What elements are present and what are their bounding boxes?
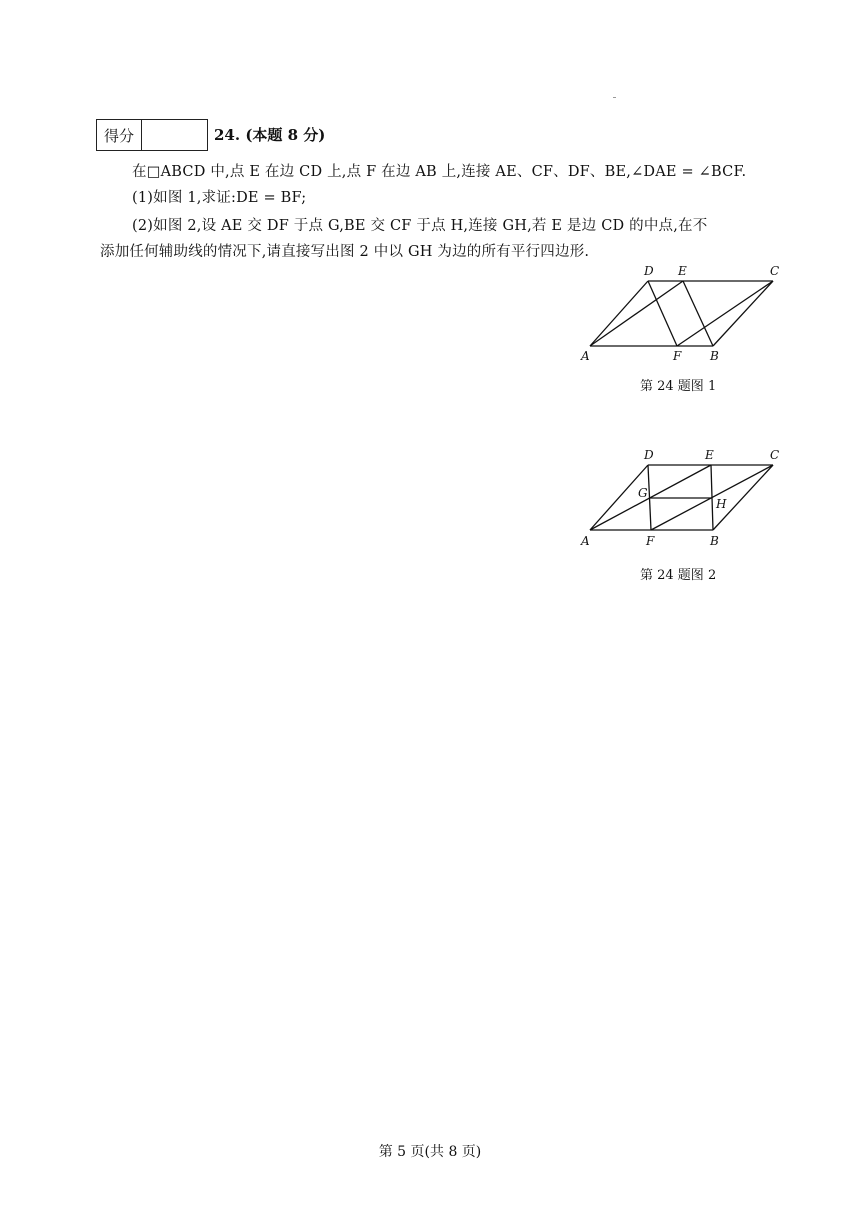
fig2-label-a: A [581, 534, 590, 548]
question-part2-line2: 添加任何辅助线的情况下,请直接写出图 2 中以 GH 为边的所有平行四边形. [100, 244, 590, 260]
question-header: 24. (本题 8 分) [214, 126, 326, 144]
fig1-segment-be [683, 281, 713, 346]
question-stem: 在□ABCD 中,点 E 在边 CD 上,点 F 在边 AB 上,连接 AE、CF、DF、BE,∠DAE = ∠BCF. [132, 164, 747, 180]
fig2-label-f: F [646, 534, 655, 548]
score-box [96, 119, 208, 151]
question-part1: (1)如图 1,求证:DE = BF; [132, 190, 307, 206]
fig2-label-d: D [644, 448, 654, 462]
score-blank-field[interactable] [142, 120, 207, 150]
fig1-segment-cf [677, 281, 773, 346]
page-footer: 第 5 页(共 8 页) [378, 1144, 482, 1160]
fig1-label-b: B [710, 349, 719, 363]
fig2-label-e: E [705, 448, 714, 462]
figure-2 [570, 445, 790, 555]
score-label: 得分 [97, 120, 142, 150]
fig1-segment-df [648, 281, 677, 346]
fig1-label-f: F [673, 349, 682, 363]
fig2-label-b: B [710, 534, 719, 548]
fig2-label-c: C [770, 448, 780, 462]
scan-speck [613, 97, 616, 98]
fig1-side-bc [713, 281, 773, 346]
fig2-label-h: H [716, 497, 727, 511]
fig1-label-e: E [678, 264, 687, 278]
fig1-label-a: A [581, 349, 590, 363]
question-part2-line1: (2)如图 2,设 AE 交 DF 于点 G,BE 交 CF 于点 H,连接 GH,若 E 是边 CD 的中点,在不 [132, 218, 708, 234]
fig2-label-g: G [638, 486, 648, 500]
figure-1-caption: 第 24 题图 1 [640, 379, 717, 394]
fig1-label-d: D [644, 264, 654, 278]
fig1-label-c: C [770, 264, 780, 278]
figure-1 [570, 260, 790, 370]
fig1-segment-ae [590, 281, 683, 346]
fig1-side-ad [590, 281, 648, 346]
figure-2-caption: 第 24 题图 2 [640, 568, 717, 583]
